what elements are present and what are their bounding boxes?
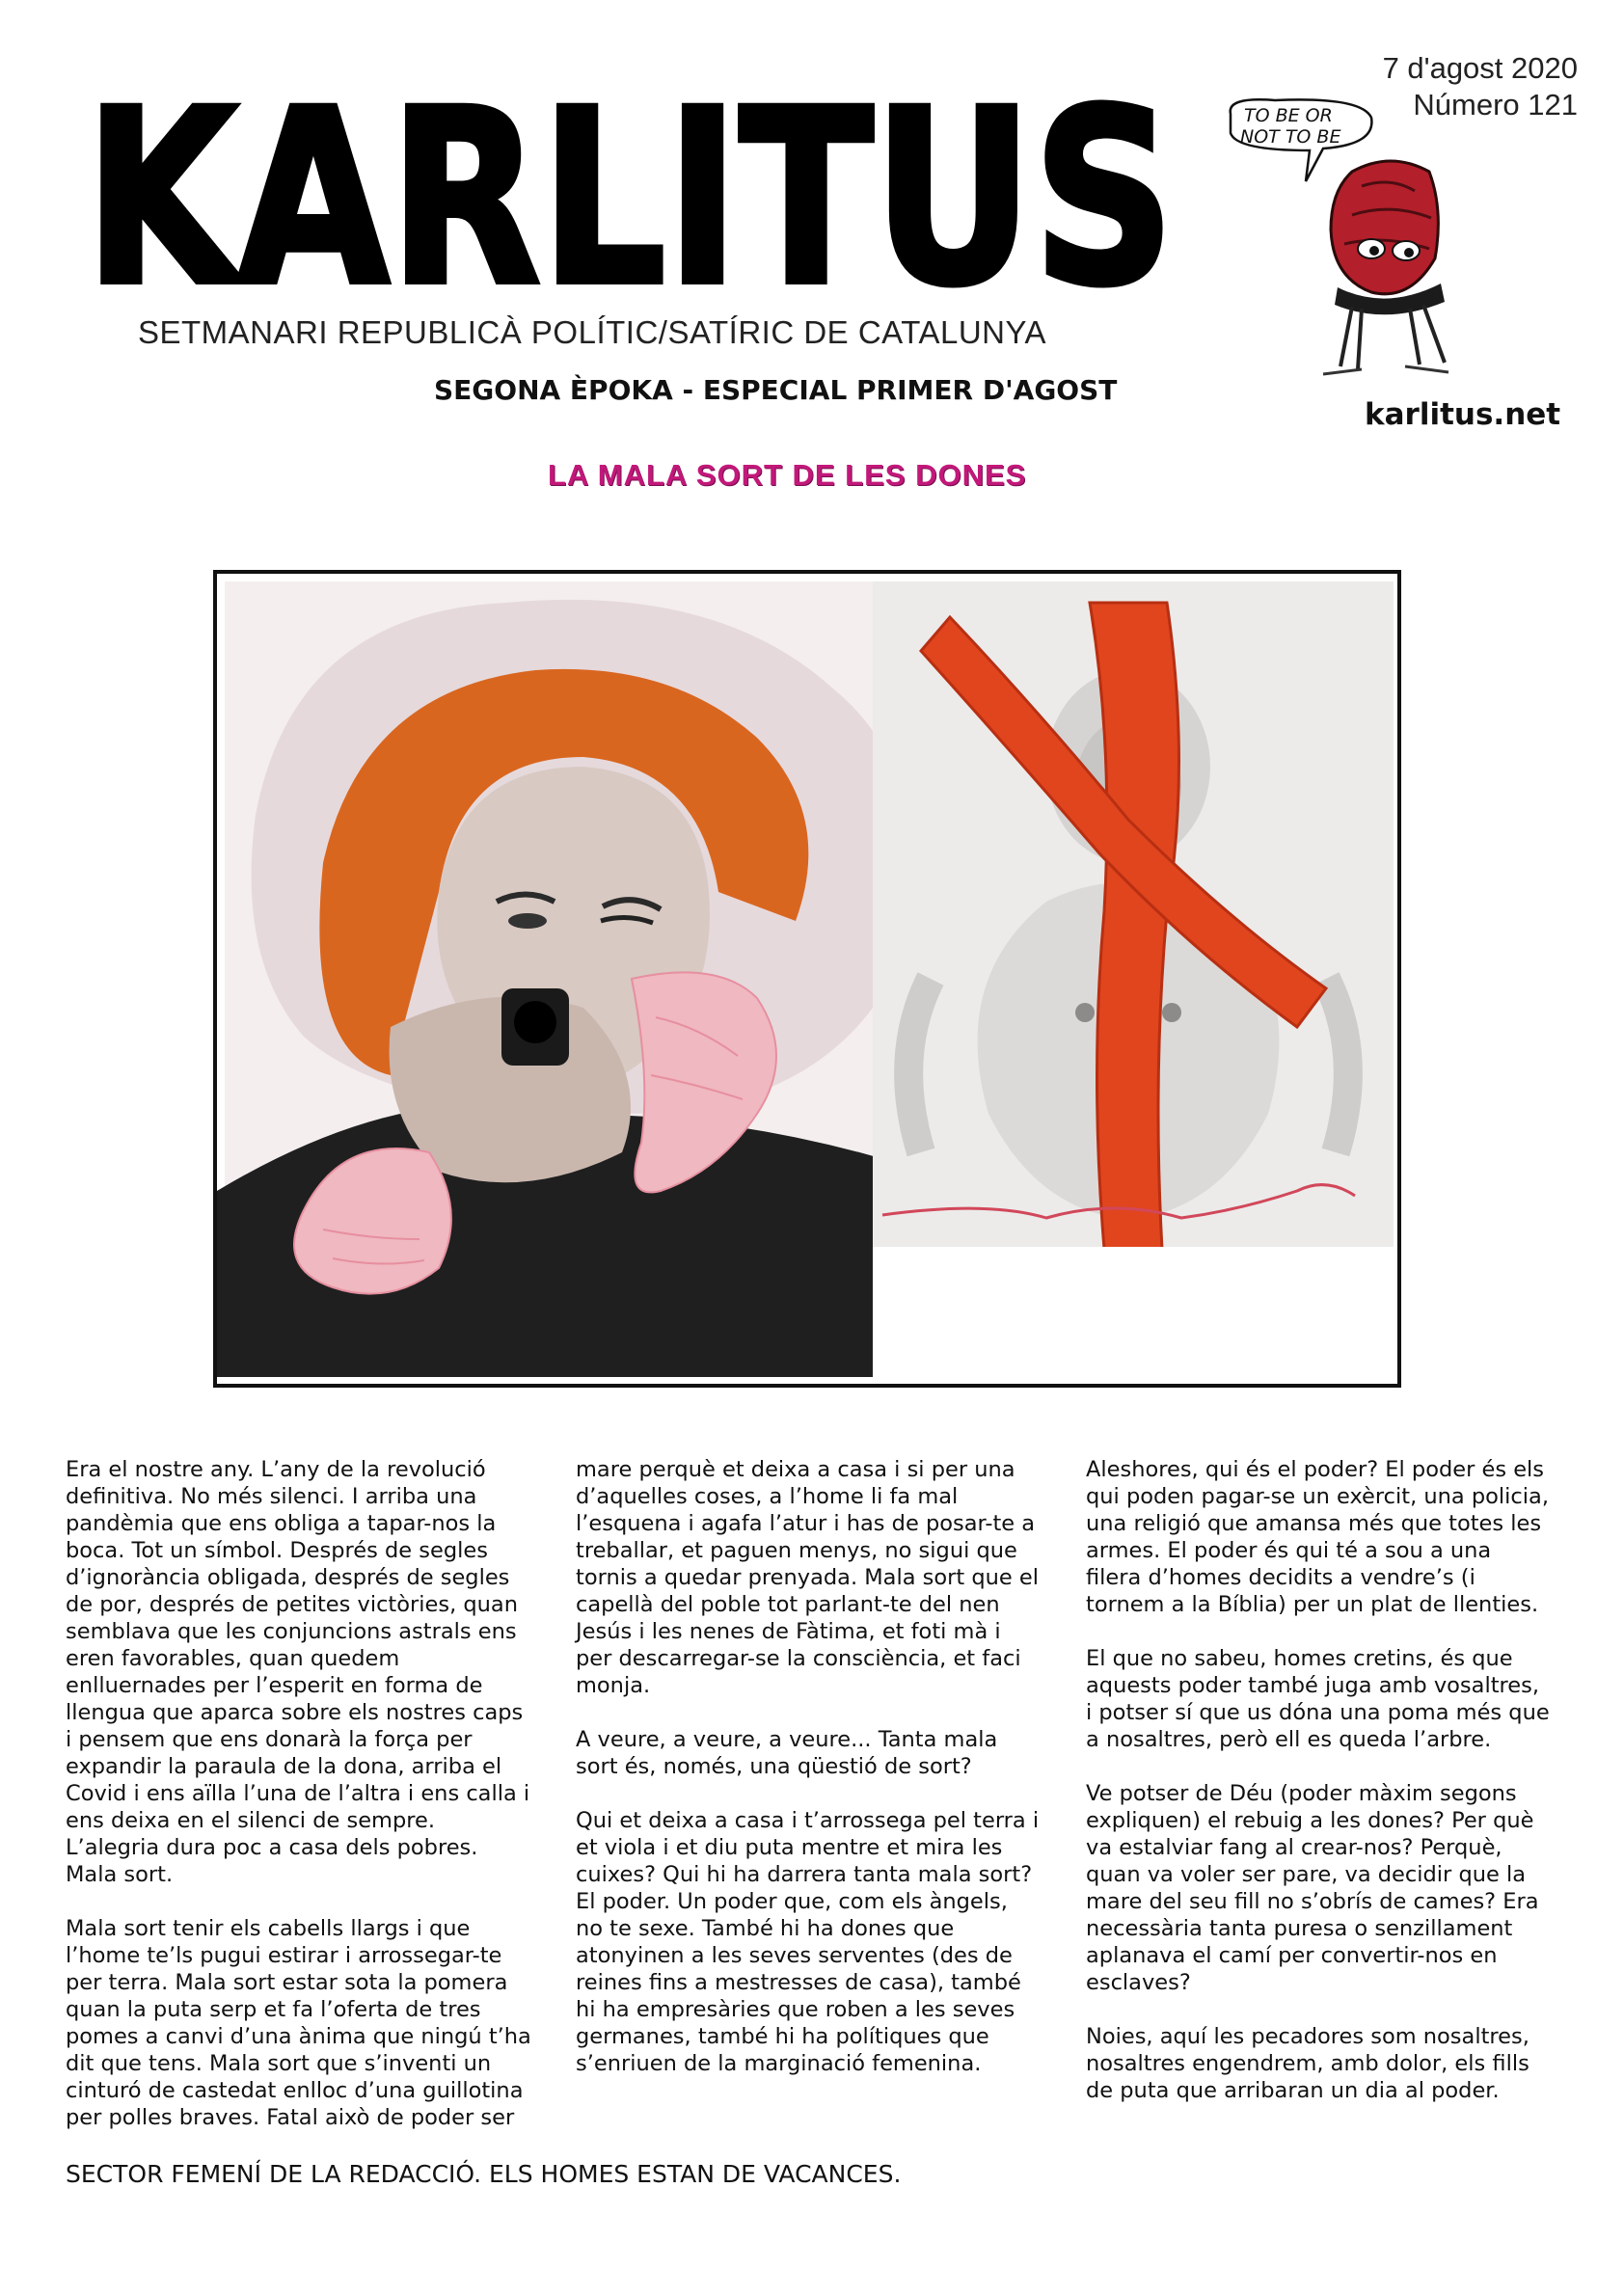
article-signature: SECTOR FEMENÍ DE LA REDACCIÓ. ELS HOMES ESTAN DE VACANCES.	[66, 2160, 902, 2188]
masthead-subtitle: SETMANARI REPUBLICÀ POLÍTIC/SATÍRIC DE CATALUNYA	[138, 314, 1047, 350]
paragraph: Noies, aquí les pecadores som nosaltres, nosaltres engendrem, amb dolor, els fills de puta que arribaran un dia al poder.	[1086, 2024, 1529, 2103]
paragraph: Qui et deixa a casa i t’arrossega pel terra i et viola i et diu puta mentre et mira les cuixes? Qui hi ha darrera tanta mala sort? El poder. Un poder que, com els àngels, no te sexe. També hi ha dones que atonyinen a les seves serventes (des de reines fins a mestresses de casa), també hi ha empresàries que roben a les seves germanes, també hi ha polítiques que s’enriuen de la marginació femenina.	[576, 1808, 1040, 2076]
issue-number: Número 121	[1413, 88, 1578, 122]
paragraph: A veure, a veure, a veure... Tanta mala sort és, només, una qüestió de sort?	[576, 1727, 998, 1779]
article-body	[66, 1456, 1570, 2130]
speech-line-1: TO BE OR	[1244, 105, 1333, 126]
mascot-illustration	[1217, 95, 1487, 393]
paragraph: Era el nostre any. L’any de la revolució definitiva. No més silenci. I arriba una pandèmia que ens obliga a tapar-nos la boca. Tot un símbol. Després de segles d’ignorància obligada, després de segles de por, després de petites victòries, quan semblava que les conjuncions astrals ens eren favorables, quan quedem enlluernades per l’esperit en forma de llengua que aparca sobre els nostres caps i pensem que ens donarà la força per expandir la paraula de la dona, arriba el Covid i ens aïlla l’una de l’altra i ens calla i ens deixa en el silenci de sempre. L’alegria dura poc a casa dels pobres. Mala sort.	[66, 1457, 530, 1887]
masthead-title: KARLITUS	[85, 58, 1175, 311]
article-column-2	[576, 1456, 1042, 2104]
article-column-3	[1086, 1456, 1552, 2131]
website-link[interactable]: karlitus.net	[1365, 397, 1561, 432]
paragraph: Mala sort tenir els cabells llargs i que l’home te’ls pugui estirar i arrossegar-te per terra. Mala sort estar sota la pomera quan la puta serp et fa l’oferta de tres pomes a canvi d’una ànima que ningú t’ha dit que tens. Mala sort que s’inventi un cinturó de castedat enlloc d’una guillotina per polles braves. Fatal això de poder ser	[66, 1916, 531, 2130]
masthead-logo	[85, 50, 1204, 311]
paragraph: mare perquè et deixa a casa i si per una d’aquelles coses, a l’home li fa mal l’esquena i agafa l’atur i has de posar-te a treballar, et paguen menys, no sigui que tornis a quedar prenyada. Mala sort que el capellà del poble tot parlant-te del nen Jesús i les nenes de Fàtima, et foti mà i per descarregar-se la consciència, et faci monja.	[576, 1457, 1039, 1698]
paragraph: El que no sabeu, homes cretins, és que aquests poder també juga amb vosaltres, i potser sí que us dóna una poma més que a nosaltres, però ell es queda l’arbre.	[1086, 1646, 1550, 1752]
nude-figure-with-orange-cross-illustration	[873, 581, 1394, 1249]
paragraph: Ve potser de Déu (poder màxim segons expliquen) el rebuig a les dones? Per què va estalviar fang al crear-nos? Perquè, quan va voler ser pare, va decidir que la mare del seu fill no s’obrís de cames? Era necessària tanta puresa o senzillament aplanava el camí per convertir-nos en esclaves?	[1086, 1781, 1539, 1995]
article-column-1	[66, 1456, 531, 2158]
speech-line-2: NOT TO BE	[1240, 126, 1341, 148]
woman-aiming-gun-illustration	[217, 581, 982, 1377]
edition-label: SEGONA ÈPOKA - ESPECIAL PRIMER D'AGOST	[434, 374, 1118, 406]
artwork-frame	[213, 570, 1401, 1388]
paragraph: Aleshores, qui és el poder? El poder és els qui poden pagar-se un exèrcit, una policia, una religió que amansa més que totes les armes. El poder és qui té a sou a una filera d’homes decidits a vendre’s (i tornem a la Bíblia) per un plat de llenties.	[1086, 1457, 1549, 1617]
article-headline: LA MALA SORT DE LES DONES	[548, 458, 1027, 492]
issue-date: 7 d'agost 2020	[1382, 51, 1578, 85]
